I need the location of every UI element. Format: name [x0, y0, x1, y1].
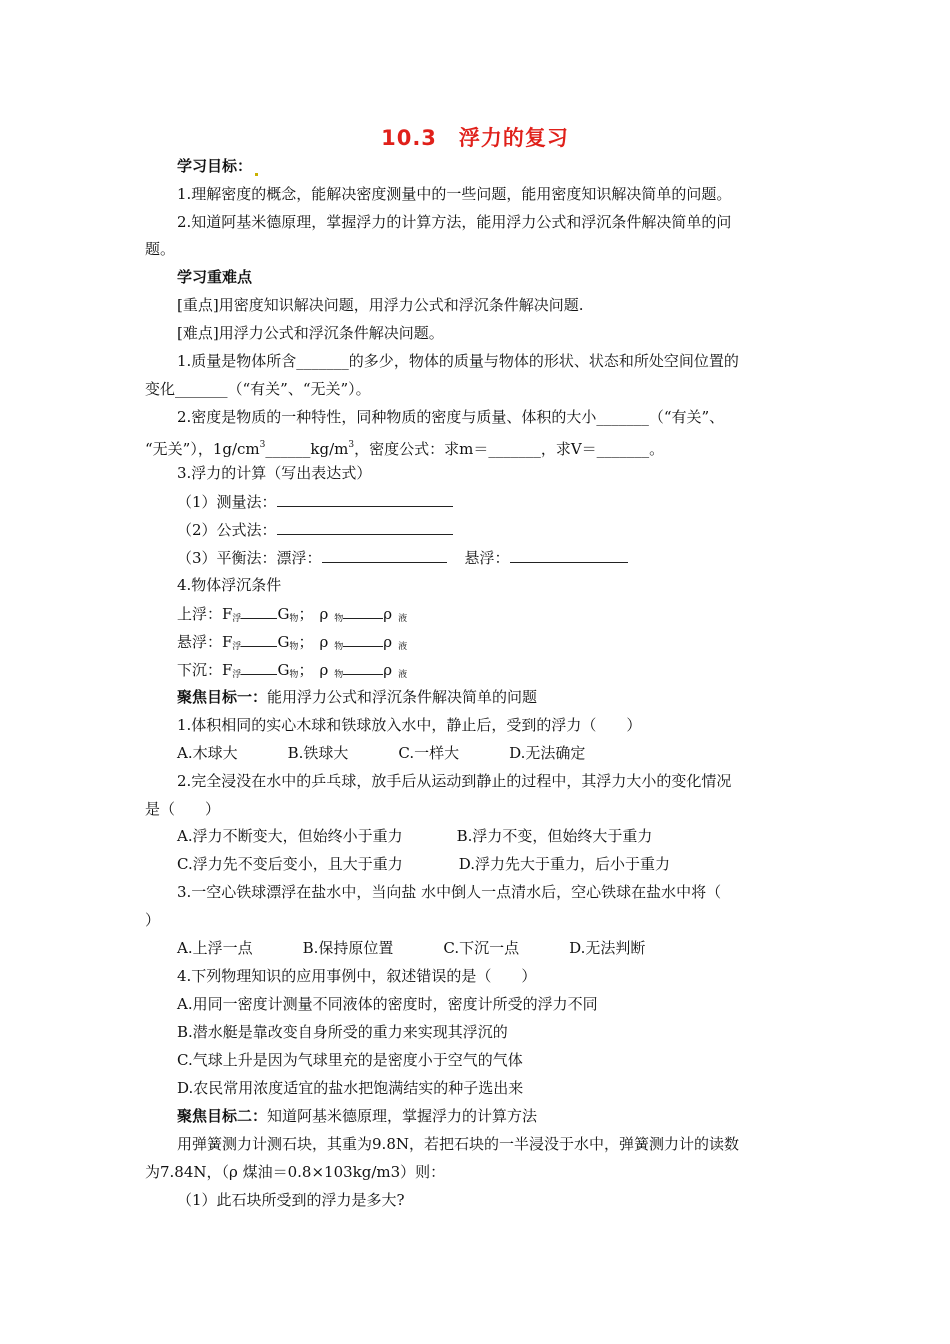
f1-question-2-line1: 2.完全浸没在水中的乒乓球，放手后从运动到静止的过程中，其浮力大小的变化情况	[177, 772, 732, 790]
sub-liquid: 液	[398, 614, 408, 624]
option-a: A.上浮一点	[177, 939, 253, 957]
sub-float: 浮	[232, 670, 242, 680]
semicolon: ；	[298, 661, 314, 679]
suspend-blank-1[interactable]	[241, 631, 277, 647]
f2-problem-line2: 为7.84N，（ρ 煤油＝0.8×103kg/m3）则：	[145, 1163, 446, 1181]
sub-liquid: 液	[398, 642, 408, 652]
g-letter: G	[277, 605, 290, 623]
key-point: [重点]用密度知识解决问题，用浮力公式和浮沉条件解决问题.	[177, 296, 584, 314]
f1-question-3-options	[177, 938, 645, 958]
f1-question-4-option-d: D.农民常用浓度适宜的盐水把饱满结实的种子选出来	[177, 1079, 524, 1097]
sub-object: 物	[289, 614, 299, 624]
method-formula-label: （2）公式法：	[177, 521, 277, 539]
f1-question-2-options-cd	[177, 854, 670, 874]
goal-2-line1: 2.知道阿基米德原理，掌握浮力的计算方法，能用浮力公式和浮沉条件解决简单的问	[177, 213, 732, 231]
method-measure	[177, 491, 453, 512]
difficulty-heading: 学习重难点	[177, 268, 253, 286]
suspend-blank-2[interactable]	[343, 631, 383, 647]
f2-question-1: （1）此石块所受到的浮力是多大?	[177, 1191, 405, 1209]
sink-label: 下沉：F	[177, 661, 233, 679]
f1-question-2-options-ab	[177, 826, 652, 846]
q2-text-mid: ______kg/m	[265, 440, 349, 458]
q2-superscript-2: 3	[348, 440, 355, 450]
goals-heading-text: 学习目标：	[177, 157, 253, 175]
question-4: 4.物体浮沉条件	[177, 576, 282, 594]
semicolon: ；	[298, 633, 314, 651]
method-measure-label: （1）测量法：	[177, 493, 277, 511]
q2-text-pre: “无关”），1g/cm	[145, 440, 260, 458]
sub-object: 物	[334, 670, 344, 680]
method-balance	[177, 547, 628, 568]
option-d: D.无法确定	[509, 744, 586, 762]
rise-blank-2[interactable]	[343, 603, 383, 619]
option-d: D.无法判断	[569, 939, 646, 957]
page-title: 10.3 浮力的复习	[381, 126, 569, 150]
option-a: A.浮力不断变大，但始终小于重力	[177, 827, 403, 845]
f1-question-1-options	[177, 743, 585, 763]
focus-2-heading: 聚焦目标二：	[177, 1107, 268, 1125]
focus-1	[177, 687, 537, 707]
option-a: A.木球大	[177, 744, 238, 762]
f1-question-2-line2: 是（ ）	[145, 800, 221, 818]
sub-float: 浮	[232, 642, 242, 652]
option-b: B.铁球大	[287, 744, 349, 762]
f1-question-3-line1: 3.一空心铁球漂浮在盐水中，当向盐 水中倒人一点清水后，空心铁球在盐水中将（	[177, 883, 722, 901]
option-c: C.浮力先不变后变小，且大于重力	[177, 855, 403, 873]
option-d: D.浮力先大于重力，后小于重力	[458, 855, 670, 873]
sub-liquid: 液	[398, 670, 408, 680]
mark-dot	[255, 173, 258, 176]
option-c: C.一样大	[398, 744, 460, 762]
question-1-line1: 1.质量是物体所含_______的多少，物体的质量与物体的形状、状态和所处空间位置的	[177, 352, 739, 370]
g-letter: G	[277, 661, 290, 679]
sub-object: 物	[334, 614, 344, 624]
sink-blank-1[interactable]	[241, 659, 277, 675]
focus-2	[177, 1106, 537, 1126]
sub-object: 物	[289, 642, 299, 652]
option-b: B.浮力不变，但始终大于重力	[456, 827, 653, 845]
f1-question-4-option-b: B.潜水艇是靠改变自身所受的重力来实现其浮沉的	[177, 1023, 508, 1041]
q2-text-post: ，密度公式：求m＝_______，求V＝_______。	[354, 440, 665, 458]
method-measure-blank[interactable]	[277, 491, 453, 507]
focus-1-text: 能用浮力公式和浮沉条件解决简单的问题	[267, 688, 538, 706]
g-letter: G	[277, 633, 290, 651]
condition-suspend	[177, 631, 407, 657]
sink-blank-2[interactable]	[343, 659, 383, 675]
goal-1: 1.理解密度的概念，能解决密度测量中的一些问题，能用密度知识解决简单的问题。	[177, 185, 732, 203]
rho-symbol: ρ	[319, 633, 329, 651]
focus-2-text: 知道阿基米德原理，掌握浮力的计算方法	[267, 1107, 538, 1125]
f1-question-1: 1.体积相同的实心木球和铁球放入水中，静止后，受到的浮力（ ）	[177, 716, 642, 734]
suspend-label: 悬浮：	[464, 549, 510, 567]
suspend-cond-label: 悬浮：F	[177, 633, 233, 651]
rho-symbol: ρ	[383, 661, 393, 679]
rho-symbol: ρ	[319, 661, 329, 679]
rho-symbol: ρ	[383, 605, 393, 623]
question-2-line2	[145, 435, 664, 459]
option-c: C.下沉一点	[443, 939, 520, 957]
f1-question-4: 4.下列物理知识的应用事例中，叙述错误的是（ ）	[177, 967, 537, 985]
rise-blank-1[interactable]	[241, 603, 277, 619]
hard-point: [难点]用浮力公式和浮沉条件解决问题。	[177, 324, 444, 342]
question-2-line1: 2.密度是物质的一种特性，同种物质的密度与质量、体积的大小_______（“有关”、	[177, 408, 725, 426]
sub-object: 物	[334, 642, 344, 652]
goal-2-line2: 题。	[145, 240, 176, 258]
condition-rise	[177, 603, 407, 629]
sub-object: 物	[289, 670, 299, 680]
goals-heading	[177, 156, 258, 176]
question-1-line2: 变化_______（“有关”、“无关”）。	[145, 380, 371, 398]
float-blank[interactable]	[322, 547, 447, 563]
question-3: 3.浮力的计算（写出表达式）	[177, 464, 372, 482]
method-balance-label: （3）平衡法：漂浮：	[177, 549, 322, 567]
sub-float: 浮	[232, 614, 242, 624]
f1-question-4-option-c: C.气球上升是因为气球里充的是密度小于空气的气体	[177, 1051, 523, 1069]
rho-symbol: ρ	[383, 633, 393, 651]
focus-1-heading: 聚焦目标一：	[177, 688, 268, 706]
f1-question-3-line2: ）	[145, 911, 161, 929]
rho-symbol: ρ	[319, 605, 329, 623]
method-formula	[177, 519, 453, 540]
semicolon: ；	[298, 605, 314, 623]
suspend-blank[interactable]	[510, 547, 628, 563]
q2-superscript-1: 3	[259, 440, 266, 450]
rise-label: 上浮：F	[177, 605, 233, 623]
condition-sink	[177, 659, 407, 685]
method-formula-blank[interactable]	[277, 519, 453, 535]
f1-question-4-option-a: A.用同一密度计测量不同液体的密度时，密度计所受的浮力不同	[177, 995, 598, 1013]
f2-problem-line1: 用弹簧测力计测石块，其重为9.8N，若把石块的一半浸没于水中，弹簧测力计的读数	[177, 1135, 739, 1153]
option-b: B.保持原位置	[302, 939, 394, 957]
